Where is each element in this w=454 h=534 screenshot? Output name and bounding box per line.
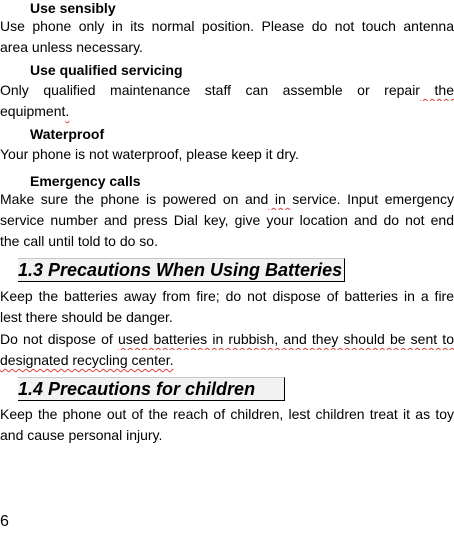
text-line: Keep the batteries away from fire; do not dispose of batteries in a fire (0, 288, 454, 304)
subheading-waterproof: Waterproof (30, 126, 105, 142)
text-span: Do not dispose of (0, 331, 118, 347)
paragraph-waterproof (0, 144, 454, 165)
page-number: 6 (0, 513, 9, 530)
paragraph-batteries-fire (0, 286, 454, 328)
text-span: Only qualified maintenance staff can assemble or repair (0, 82, 420, 98)
paragraph-batteries-disposal (0, 329, 454, 371)
text-line (0, 101, 454, 122)
text-span: equipment (0, 103, 66, 119)
paragraph-emergency-calls (0, 189, 454, 252)
text-line: lest there should be danger. (0, 309, 173, 325)
spellcheck-flagged-text: . (65, 103, 70, 119)
paragraph-children (0, 404, 454, 446)
text-line: and cause personal injury. (0, 427, 163, 443)
spellcheck-flagged-text: designated recycling center. (0, 352, 174, 368)
spellcheck-flagged-text: the (419, 82, 454, 98)
text-span: service. Input emergency (292, 191, 454, 207)
text-line (0, 350, 454, 371)
section-heading-batteries: 1.3 Precautions When Using Batteries (18, 258, 345, 282)
text-line: the call until told to do so. (0, 233, 158, 249)
section-heading-children: 1.4 Precautions for children (18, 377, 285, 401)
spellcheck-flagged-text: in (268, 191, 293, 207)
subheading-emergency-calls: Emergency calls (30, 173, 141, 189)
text-line: service number and press Dial key, give your location and do not end (0, 212, 454, 228)
paragraph-qualified-servicing (0, 80, 454, 122)
subheading-qualified-servicing: Use qualified servicing (30, 62, 183, 78)
text-line: area unless necessary. (0, 39, 143, 55)
text-line (0, 329, 454, 350)
text-line: Keep the phone out of the reach of children, lest children treat it as toy (0, 406, 454, 422)
paragraph-use-sensibly (0, 16, 454, 58)
subheading-use-sensibly: Use sensibly (30, 0, 116, 16)
text-line (0, 80, 454, 101)
text-span: Make sure the phone is powered on and (0, 191, 269, 207)
text-line: Your phone is not waterproof, please keep it dry. (0, 146, 299, 162)
text-line (0, 189, 454, 210)
text-line: Use phone only in its normal position. Please do not touch antenna (0, 18, 454, 34)
spellcheck-flagged-text: used batteries in rubbish, and they should be sent to (117, 331, 454, 347)
